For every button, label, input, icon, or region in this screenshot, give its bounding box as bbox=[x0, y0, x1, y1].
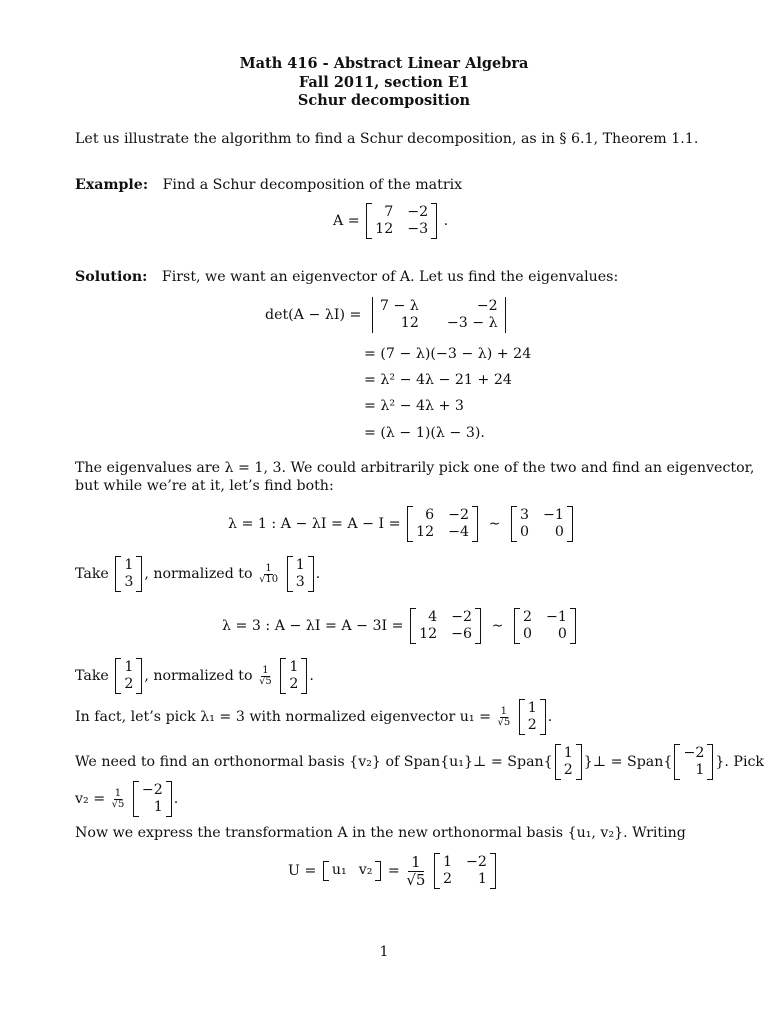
fraction-numerator: 1 bbox=[265, 562, 272, 574]
matrix-cell: −2 bbox=[451, 609, 473, 625]
matrix-cell: −4 bbox=[448, 524, 470, 540]
pick-eigenvector-line bbox=[75, 699, 552, 735]
lambda3-normalized-vector bbox=[280, 658, 307, 694]
vector-cell: 3 bbox=[124, 574, 134, 590]
solution-text: First, we want an eigenvector of A. Let us find the eigenvalues: bbox=[161, 269, 619, 285]
eigen-paragraph-line2: but while we’re at it, let’s find both: bbox=[75, 478, 334, 494]
matrix-cell: −6 bbox=[451, 626, 473, 642]
matrix-A bbox=[366, 203, 437, 239]
matrix-cell: 7 − λ bbox=[379, 298, 419, 314]
matrix-cell: 3 bbox=[519, 507, 529, 523]
lambda3-matrix bbox=[410, 608, 481, 644]
lambda3-reduced-matrix bbox=[514, 608, 576, 644]
normalized-text: , normalized to bbox=[144, 668, 253, 684]
vector-cell: 1 bbox=[527, 700, 537, 716]
fraction-numerator: 1 bbox=[262, 664, 269, 676]
similar-symbol: ∼ bbox=[488, 516, 501, 532]
eigen-paragraph-line1: The eigenvalues are λ = 1, 3. We could arbitrarily pick one of the two and find an eigenvector, bbox=[75, 460, 755, 476]
matrix-cell: 12 bbox=[400, 315, 419, 331]
normalization-fraction bbox=[497, 707, 510, 728]
take-word: Take bbox=[75, 566, 109, 582]
example-line bbox=[75, 176, 462, 194]
column-v2: v₂ bbox=[358, 862, 373, 878]
document-title: Math 416 - Abstract Linear Algebra bbox=[239, 55, 529, 72]
fraction-denominator: √5 bbox=[497, 716, 511, 728]
u-column-matrix bbox=[323, 861, 382, 881]
det-step-2: = λ² − 4λ − 21 + 24 bbox=[364, 372, 512, 388]
fraction-numerator: 1 bbox=[500, 705, 508, 717]
vector-cell: 1 bbox=[295, 557, 305, 573]
punctuation: . bbox=[309, 668, 314, 684]
example-label: Example: bbox=[75, 177, 149, 193]
lambda1-lhs: λ = 1 : A − λI = A − I = bbox=[228, 516, 401, 532]
matrix-cell: 0 bbox=[519, 524, 529, 540]
det-step-3: = λ² − 4λ + 3 bbox=[364, 398, 464, 414]
span-vector-2 bbox=[674, 744, 713, 780]
matrix-cell: 0 bbox=[557, 626, 567, 642]
take-word: Take bbox=[75, 668, 109, 684]
matrix-cell: 12 bbox=[375, 221, 394, 237]
vector-cell: −2 bbox=[141, 782, 163, 798]
matrix-A-display bbox=[333, 203, 448, 239]
lambda1-take-line bbox=[75, 556, 320, 592]
lambda3-lhs: λ = 3 : A − λI = A − 3I = bbox=[222, 618, 404, 634]
u-lhs: U = bbox=[288, 863, 317, 879]
matrix-cell: −3 bbox=[407, 221, 429, 237]
intro-paragraph: Let us illustrate the algorithm to find a Schur decomposition, as in § 6.1, Theorem 1.1. bbox=[75, 131, 699, 147]
punctuation: . bbox=[443, 213, 449, 229]
orthonormal-basis-line bbox=[75, 744, 764, 780]
basis-text-2: }⊥ = Span{ bbox=[583, 754, 673, 770]
lambda1-matrix bbox=[407, 506, 478, 542]
v2-vector bbox=[133, 781, 172, 817]
v2-definition bbox=[75, 781, 178, 817]
v2-lhs: v₂ = bbox=[75, 791, 106, 807]
matrix-cell: 7 bbox=[384, 204, 394, 220]
lambda1-eigenvector bbox=[115, 556, 142, 592]
determinant-display bbox=[265, 297, 512, 333]
vector-cell: 1 bbox=[695, 762, 705, 778]
matrix-cell: −2 bbox=[465, 854, 487, 870]
document-subtitle: Schur decomposition bbox=[297, 92, 471, 109]
fraction-denominator: √5 bbox=[111, 798, 125, 810]
express-paragraph: Now we express the transformation A in the new orthonormal basis {u₁, v₂}. Writing bbox=[75, 825, 686, 841]
vector-cell: 2 bbox=[289, 676, 299, 692]
example-text: Find a Schur decomposition of the matrix bbox=[162, 177, 463, 193]
column-u1: u₁ bbox=[331, 862, 347, 878]
fraction-denominator: √5 bbox=[259, 675, 272, 687]
vector-cell: 3 bbox=[295, 574, 305, 590]
matrix-cell: −1 bbox=[546, 609, 567, 625]
fraction-numerator: 1 bbox=[114, 787, 122, 799]
normalization-fraction bbox=[259, 666, 272, 687]
lambda3-eigenvector bbox=[115, 658, 142, 694]
pick-text: In fact, let’s pick λ₁ = 3 with normalized eigenvector u₁ = bbox=[75, 709, 491, 725]
page-number: 1 bbox=[379, 944, 389, 960]
punctuation: . bbox=[547, 709, 553, 725]
matrix-cell: 6 bbox=[425, 507, 435, 523]
matrix-cell: 1 bbox=[442, 854, 452, 870]
normalization-fraction bbox=[112, 789, 125, 810]
matrix-cell: −2 bbox=[448, 507, 470, 523]
u1-vector bbox=[519, 699, 546, 735]
punctuation: . bbox=[315, 566, 321, 582]
matrix-cell: 2 bbox=[442, 871, 452, 887]
det-matrix bbox=[368, 297, 510, 333]
normalized-text: , normalized to bbox=[144, 566, 253, 582]
vector-cell: 1 bbox=[124, 659, 134, 675]
lambda1-reduced-matrix bbox=[511, 506, 573, 542]
vector-cell: 2 bbox=[124, 676, 134, 692]
course-section: Fall 2011, section E1 bbox=[298, 74, 470, 91]
solution-line bbox=[75, 268, 618, 286]
matrix-cell: −2 bbox=[407, 204, 429, 220]
span-vector-1 bbox=[555, 744, 582, 780]
fraction-denominator: √5 bbox=[406, 870, 426, 889]
lambda3-take-line bbox=[75, 658, 314, 694]
det-step-1: = (7 − λ)(−3 − λ) + 24 bbox=[364, 346, 532, 362]
u-scale-fraction bbox=[406, 854, 425, 889]
vector-cell: 1 bbox=[563, 745, 573, 761]
u-matrix-display bbox=[288, 853, 498, 889]
vector-cell: 1 bbox=[153, 799, 163, 815]
vector-cell: 2 bbox=[527, 717, 537, 733]
basis-text-3: }. Pick bbox=[715, 754, 765, 770]
matrix-cell: 4 bbox=[428, 609, 438, 625]
matrix-cell: −2 bbox=[476, 298, 498, 314]
vector-cell: −2 bbox=[683, 745, 705, 761]
matrix-cell: 2 bbox=[523, 609, 533, 625]
basis-text-1: We need to find an orthonormal basis {v₂} of Span{u₁}⊥ = Span{ bbox=[75, 754, 553, 770]
matrix-A-lhs: A = bbox=[333, 213, 360, 229]
matrix-cell: 12 bbox=[419, 626, 438, 642]
similar-symbol: ∼ bbox=[491, 618, 504, 634]
fraction-denominator: √10 bbox=[259, 573, 279, 585]
matrix-cell: −3 − λ bbox=[446, 315, 498, 331]
u-numeric-matrix bbox=[434, 853, 496, 889]
solution-label: Solution: bbox=[75, 269, 148, 285]
vector-cell: 1 bbox=[124, 557, 134, 573]
lambda1-row-reduction bbox=[228, 506, 575, 542]
fraction-numerator: 1 bbox=[408, 854, 424, 872]
vector-cell: 2 bbox=[563, 762, 573, 778]
equals-sign: = bbox=[387, 863, 400, 879]
matrix-cell: −1 bbox=[543, 507, 564, 523]
matrix-cell: 1 bbox=[477, 871, 487, 887]
lambda1-normalized-vector bbox=[287, 556, 314, 592]
det-step-4: = (λ − 1)(λ − 3). bbox=[364, 425, 485, 441]
matrix-cell: 12 bbox=[416, 524, 435, 540]
matrix-cell: 0 bbox=[523, 626, 533, 642]
det-lhs: det(A − λI) = bbox=[265, 307, 362, 323]
punctuation: . bbox=[173, 791, 179, 807]
normalization-fraction bbox=[259, 564, 278, 585]
lambda3-row-reduction bbox=[222, 608, 578, 644]
matrix-cell: 0 bbox=[554, 524, 564, 540]
vector-cell: 1 bbox=[289, 659, 299, 675]
